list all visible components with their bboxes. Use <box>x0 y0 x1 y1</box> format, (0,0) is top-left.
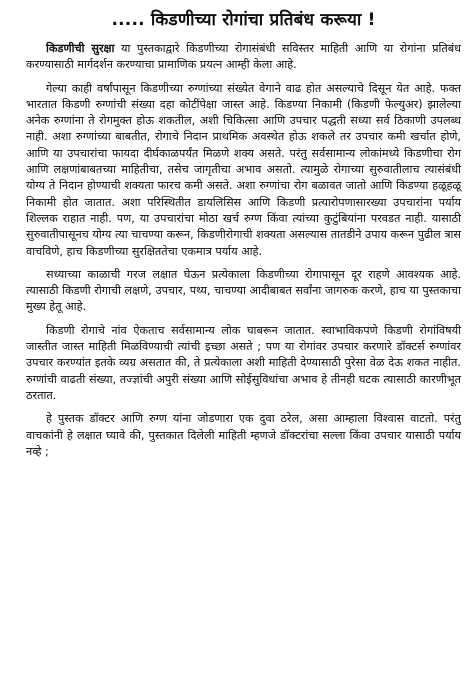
paragraph-body <box>26 323 461 404</box>
paragraph-intro <box>26 41 461 74</box>
paragraph-text: सध्याच्या काळाची गरज लक्षात घेऊन प्रत्येकाला किडणीच्या रोगापासून दूर राहणे आवश्यक आहे. त्यासाठी किडणी रोगाची लक्षणे, उपचार, पथ्य, चाचण्या आदीबाबत सर्वांना जागरुक करणे, हाच या पुस्तकाचा मुख्य हेतू आहे. <box>26 267 461 314</box>
paragraph-lead-bold: किडणीची सुरक्षा <box>46 42 115 55</box>
paragraph-text: हे पुस्तक डॉक्टर आणि रुग्ण यांना जोडणारा एक दुवा ठरेल, असा आम्हाला विश्वास वाटतो. परंतु वाचकांनी हे लक्षात घ्यावे की, पुस्तकात दिलेली माहिती म्हणजे डॉक्टरांचा सल्ला किंवा उपचार यासाठी पर्याय नव्हे ; <box>26 412 461 458</box>
page-title: ..... किडणीच्या रोगांचा प्रतिबंध करूया ! <box>111 10 376 30</box>
paragraph-body <box>26 411 461 460</box>
paragraph-text: गेल्या काही वर्षांपासून किडणीच्या रुग्णांच्या संख्येत वेगाने वाढ होत असल्याचे दिसून येत आहे. फक्त भारतात किडणी रुग्णांची संख्या दहा कोटींपेक्षा जास्त आहे. किडण्या निकामी (किडणी फेल्युअर) झालेल्या अनेक रुग्णांना ते रोगमुक्त होऊ शकतील, अशी चिकित्सा आणि उपचार पद्धती सध्या सर्व ठिकाणी उपलब्ध नाही. अशा रुग्णांच्या बाबतीत, रोगाचे निदान प्राथमिक अवस्थेत होऊ शकले तर उपचार कमी खर्चात होणे, आणि या उपचारांचा फायदा दीर्घकाळपर्यंत मिळणे शक्य असते. परंतु सर्वसामान्य लोकांमध्ये किडणीचा रोग आणि लक्षणांबाबतच्या माहितीचा, तसेच जागृतीचा अभाव असतो. त्यामुळे रोगाच्या सुरुवातीलाच त्यासंबंधी योग्य ते निदान होण्याची शक्यता फारच कमी असते. अशा रुग्णांचा रोग बळावत जातो आणि किडण्या हळूहळू निकामी होत जातात. अशा परिस्थितीत डायलिसिस आणि किडणी प्रत्यारोपणासारख्या उपचारांना पर्याय शिल्लक राहात नाही. पण, या उपचारांचा मोठा खर्च रुग्ण किंवा त्यांच्या कुटुंबियांना परवडत नाही. यासाठी सुरुवातीपासूनच योग्य त्या चाचण्या करून, किडणीरोगाची शक्यता असल्यास तातडीने उपाय करून पुढील त्रास वाचविणे, हाच किडणीच्या सुरक्षिततेचा एकमात्र पर्याय आहे. <box>26 81 461 258</box>
paragraph-text: या पुस्तकाद्वारे किडणीच्या रोगासंबंधी सविस्तर माहिती आणि या रोगांना प्रतिबंध करण्यासाठी मार्गदर्शन करण्याचा प्रामाणिक प्रयत्न आम्ही केला आहे. <box>26 42 462 72</box>
paragraph-body <box>26 81 461 260</box>
paragraph-body <box>26 267 461 316</box>
paragraph-text: किडणी रोगाचे नांव ऐकताच सर्वसामान्य लोक घाबरून जातात. स्वाभाविकपणे किडणी रोगांविषयी जास्तीत जास्त माहिती मिळविण्याची त्यांची इच्छा असते ; पण या रोगांवर उपचार करणारे डॉक्टर्स रुग्णांवर उपचार करण्यांत इतके व्यग्र असतात की, ते प्रत्येकाला अशी माहिती देण्यासाठी पुरेसा वेळ देऊ शकत नाहीत. रुग्णांची वाढती संख्या, तज्ज्ञांची अपुरी संख्या आणि सोईसुविधांचा अभाव हे तीनही घटक त्यासाठी कारणीभूत ठरतात. <box>26 323 461 402</box>
